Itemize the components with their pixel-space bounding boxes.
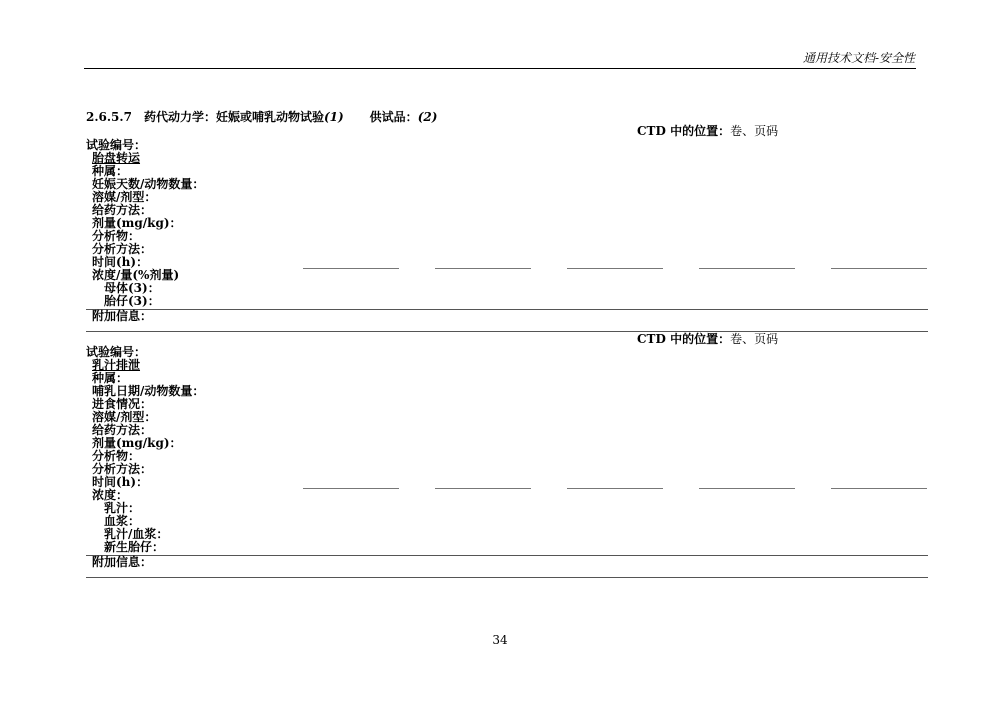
section-title [86, 111, 437, 124]
route-label-1: 给药方法： [92, 203, 153, 217]
header-divider [84, 68, 916, 69]
neonates-label: 新生胎仔： [104, 540, 165, 554]
milk-label: 乳汁： [104, 501, 141, 515]
table-divider [86, 309, 928, 310]
vehicle-label-1: 溶媒/剂型： [92, 190, 157, 204]
species-label-2: 种属： [92, 371, 129, 385]
time-label-1: 时间(h)： [92, 255, 149, 269]
ctd-location-2: CTD 中的位置：卷、页码 [637, 332, 779, 346]
table-divider [86, 555, 928, 556]
lactation-animals-label: 哺乳日期/动物数量： [92, 384, 205, 398]
concentration-label-1: 浓度/量(%剂量) [92, 268, 180, 282]
additional-info-label-2: 附加信息： [92, 555, 153, 569]
dose-label-2: 剂量(mg/kg)： [92, 436, 182, 450]
vehicle-label-2: 溶媒/剂型： [92, 410, 157, 424]
time-entry-line [831, 488, 927, 489]
table-divider [86, 577, 928, 578]
time-entry-line [567, 268, 663, 269]
ctd-location-value-2: 卷、页码 [730, 332, 779, 346]
test-article-note: (2) [417, 110, 438, 124]
time-label-2: 时间(h)： [92, 475, 149, 489]
time-entry-line [435, 268, 531, 269]
species-label-1: 种属： [92, 164, 129, 178]
time-entry-line [567, 488, 663, 489]
test-article-label: 供试品： [369, 110, 418, 124]
table-divider [86, 331, 928, 332]
route-label-2: 给药方法： [92, 423, 153, 437]
section-title-text: 药代动力学：妊娠或哺乳动物试验 [143, 110, 324, 124]
document-header-title: 通用技术文档-安全性 [802, 51, 915, 65]
plasma-label: 血浆： [104, 514, 141, 528]
time-entry-line [831, 268, 927, 269]
gestation-animals-label: 妊娠天数/动物数量： [92, 177, 205, 191]
study-number-label-1: 试验编号： [86, 138, 147, 152]
dose-label-1: 剂量(mg/kg)： [92, 216, 182, 230]
ctd-location-1: CTD 中的位置：卷、页码 [637, 124, 779, 138]
additional-info-label-1: 附加信息： [92, 309, 153, 323]
time-entry-line [303, 488, 399, 489]
time-entry-line [435, 488, 531, 489]
analyte-label-2: 分析物： [92, 449, 141, 463]
assay-label-2: 分析方法： [92, 462, 153, 476]
study-number-label-2: 试验编号： [86, 345, 147, 359]
ctd-location-value-1: 卷、页码 [730, 124, 779, 138]
section-number: 2.6.5.7 [86, 110, 132, 124]
section-title-note: (1) [323, 110, 344, 124]
assay-label-1: 分析方法： [92, 242, 153, 256]
milk-plasma-ratio-label: 乳汁/血浆： [104, 527, 169, 541]
time-entry-line [699, 488, 795, 489]
dam-label: 母体(3)： [104, 281, 160, 295]
time-entry-line [303, 268, 399, 269]
feeding-label: 进食情况： [92, 397, 153, 411]
page-number: 34 [492, 633, 508, 647]
time-entry-line [699, 268, 795, 269]
concentration-label-2: 浓度： [92, 488, 129, 502]
placental-transfer-heading: 胎盘转运 [92, 151, 141, 165]
fetus-label: 胎仔(3)： [104, 294, 160, 308]
milk-excretion-heading: 乳汁排泄 [92, 358, 141, 372]
analyte-label-1: 分析物： [92, 229, 141, 243]
